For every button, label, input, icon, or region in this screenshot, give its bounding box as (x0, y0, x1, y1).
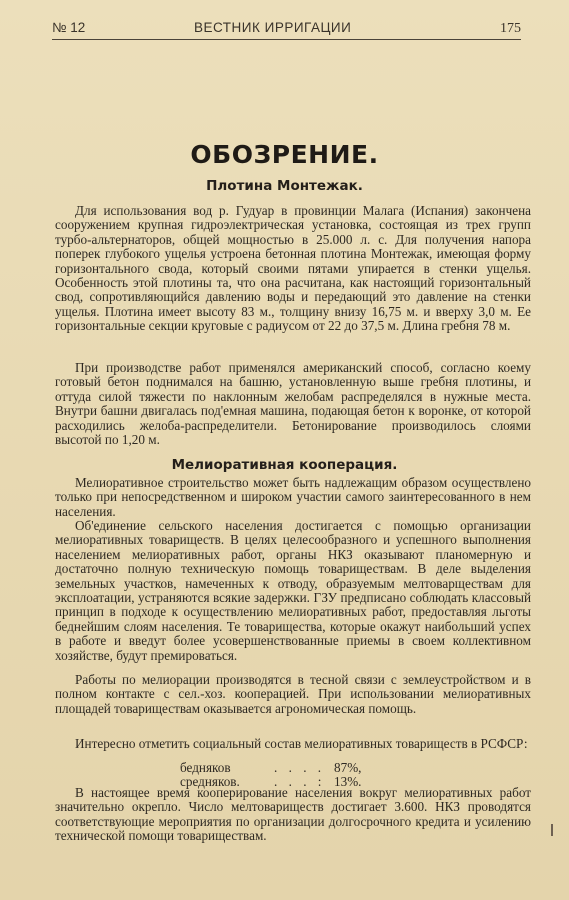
stat-leader: . . . . (274, 760, 326, 775)
paragraph-cooperation-organization: Об'единение сельского населения достигается с помощью организации мелиоративных товариществ. В целях целесообразного и успешного выполнения населением мелиоративных работ, органы НКЗ оказывают планомерную и достаточно полную техническую помощь товариществам. В деле выделения земельных участков, намеченных к отводу, образуемым мелтоварществам для эксплоатации, устраняются всякие задержки. ГЗУ предписано соблюдать классовый принцип в подходе к осуществлению мелиоративных работ, предоставляя льготы беднейшим слоям населения. Те товарищества, которые окажут наибольший успех в работе и введут более усовершенствованные приемы в своем коллективном хозяйстве, будут премироваться. (55, 518, 531, 663)
stat-value: 13%. (334, 774, 362, 790)
stat-leader: . . . : (274, 774, 326, 790)
stat-value: 87%, (334, 760, 362, 775)
header-rule (52, 39, 521, 40)
paragraph-current-state: В настоящее время кооперирование населения вокруг мелиоративных работ значительно окрепло. Число мелтовариществ достигает 3.600. НКЗ проводятся соответствующие мероприятия по организации долгосрочного кредита и усилению технической помощи товариществам. (55, 785, 531, 844)
paragraph-social-composition: Интересно отметить социальный состав мелиоративных товариществ в РСФСР: (75, 736, 528, 751)
section-heading-dam: Плотина Монтежак. (206, 178, 363, 194)
stat-label: средняков. (180, 774, 240, 790)
margin-mark (551, 824, 553, 836)
journal-title: ВЕСТНИК ИРРИГАЦИИ (194, 20, 352, 35)
page-number: 175 (500, 21, 521, 36)
section-heading-cooperation: Мелиоративная кооперация. (171, 457, 398, 473)
paragraph-dam-construction: При производстве работ применялся американский способ, согласно коему готовый бетон поднимался на башню, установленную выше гребня плотины, и оттуда силой тяжести по наклонным желобам распределялся в нужные места. Внутри башни двигалась под'емная машина, подающая бетон к воронке, от которой расходились желоба-распределители. Бетонирование производилось слоями высотой по 1,20 м. (55, 360, 531, 448)
stat-label: бедняков (180, 760, 231, 775)
paragraph-cooperation-intro: Мелиоративное строительство может быть надлежащим образом осуществлено только при непосредственном и широком участии самого заинтересованного в нем населения. (55, 475, 531, 519)
issue-number: № 12 (52, 20, 86, 35)
article-title: ОБОЗРЕНИЕ. (190, 140, 379, 169)
list-item (180, 761, 400, 775)
paragraph-dam-description: Для использования вод р. Гудуар в провинции Малага (Испания) закончена сооружением крупная гидроэлектрическая установка, состоящая из трех групп турбо-альтернаторов, общей мощностью в 25.000 л. с. Для получения напора поперек глубокого ущелья устроена бетонная плотина Монтежак, имеющая форму горизонтального свода, который своими пятами упирается в стенки ущелья. Особенность этой плотины та, что она расчитана, как настоящий горизонтальный свод, сопротивляющийся давлению воды и передающий это давление на стенки ущелья. Плотина имеет высоту 83 м., толщину внизу 16,75 м. и вверху 3,0 м. Ее горизонтальные секции круговые с радиусом от 22 до 37,5 м. Длина гребня 78 м. (55, 203, 531, 334)
paragraph-cooperation-works: Работы по мелиорации производятся в тесной связи с землеустройством и в полном контакте с сел.-хоз. кооперацией. При использовании мелиоративных площадей товариществам оказывается агрономическая помощь. (55, 672, 531, 716)
running-header (52, 18, 521, 40)
